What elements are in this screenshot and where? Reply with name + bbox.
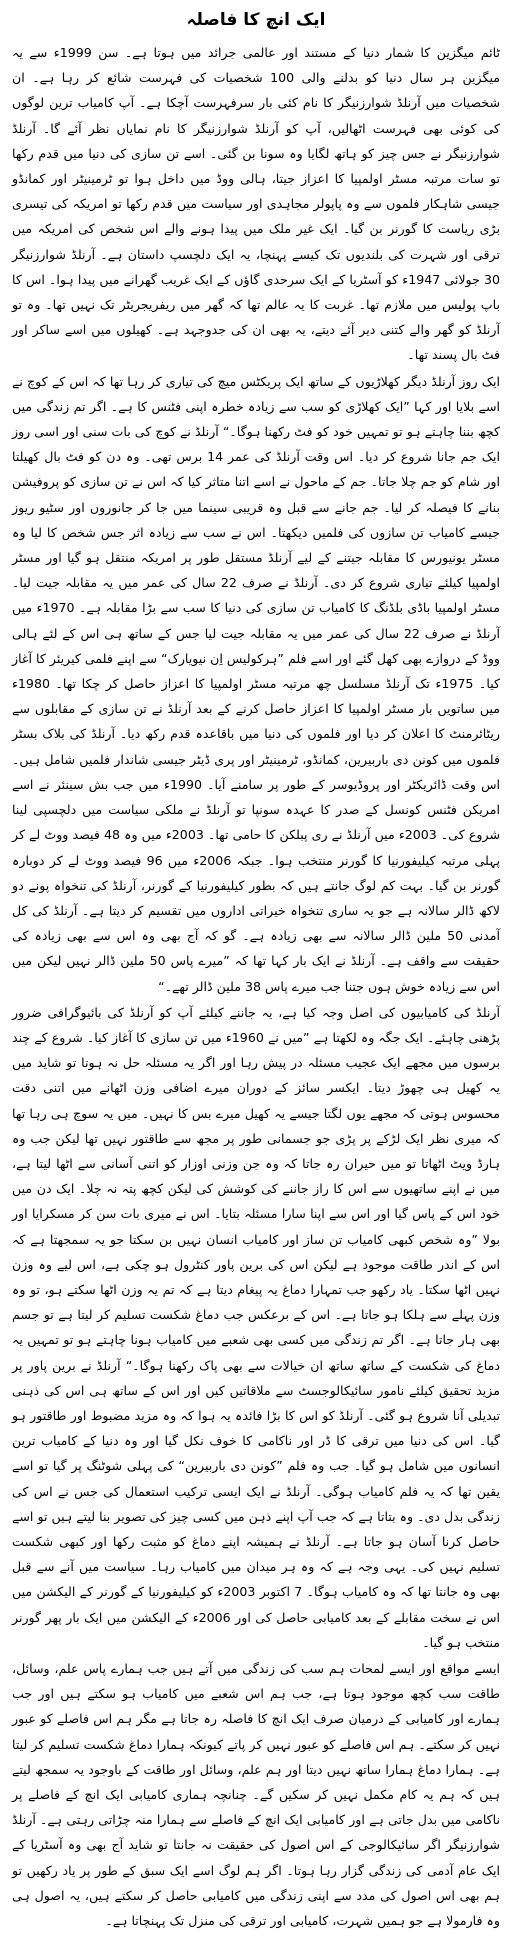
article-paragraph-4: ایسے مواقع اور ایسے لمحات ہم سب کی زندگی میں آتے ہیں جب ہمارے پاس علم، وسائل، طاقت سب کچھ موجود ہوتا ہے، جب ہم اس شعبے میں کامیاب ہو سکتے ہیں اور جب ہمارے اور کامیابی کے درمیان صرف ایک انچ کا فاصلہ رہ جاتا ہے مگر ہم اس فاصلے کو عبور نہیں کر سکتے۔ ہم اس فاصلے کو عبور نہیں کر پاتے کیونکہ ہمارا دماغ شکست تسلیم کر لیتا ہے۔ ہمارا دماغ ہمارا ساتھ نہیں دیتا اور ہم علم، وسائل اور طاقت کے باوجود یہ سمجھ لیتے ہیں کہ ہم یہ کام مکمل نہیں کر سکیں گے۔ چنانچہ ہماری کامیابی ایک انچ کے فاصلے پر ناکامی میں بدل جاتی ہے اور کامیابی ایک انچ کے فاصلے سے ہمارا منہ چڑاتی رہتی ہے۔ آرنلڈ شوارزنیگر اگر سائیکالوجی کے اس اصول کی حقیقت نہ جانتا تو شاید آج بھی وہ آسٹریا کے ایک عام آدمی کی زندگی گزار رہا ہوتا۔ اگر ہم لوگ اسے ایک سبق کے طور پر یاد رکھیں تو ہم بھی اس اصول کی مدد سے اپنی زندگی میں کامیابی حاصل کر سکتے ہیں، یہ اصول ہی وہ فارمولا ہے جو ہمیں شہرت، کامیابی اور ترقی کی منزل تک پہنچاتا ہے۔ [12,1661,500,1929]
article-paragraph-2: ایک روز آرنلڈ دیگر کھلاڑیوں کے ساتھ ایک پریکٹس میچ کی تیاری کر رہا تھا کہ اس کے کوچ نے اسے بلایا اور کہا ”ایک کھلاڑی کو سب سے زیادہ خطرہ اپنی فٹنس کا ہے۔ اگر تم زندگی میں کچھ بننا چاہتے ہو تو تمہیں خود کو فٹ رکھنا ہوگا۔“ آرنلڈ نے کوچ کی بات سنی اور اسی روز ایک جم جانا شروع کر دیا۔ اس وقت آرنلڈ کی عمر 14 برس تھی۔ وہ دن کو فٹ بال کھیلتا اور شام کو جم چلا جاتا۔ جم کے ماحول نے اسے اتنا متاثر کیا کہ اس نے تن سازی کو پروفیشن بنانے کا فیصلہ کر لیا۔ جم جانے سے قبل وہ قریبی سینما میں جا کر جانوروں اور سٹیو ریوز جیسے کامیاب تن سازوں کی فلمیں دیکھتا۔ اس نے سب سے زیادہ اثر جس شخص کا لیا وہ مسٹر یونیورس کا مقابلہ جیتنے کے لیے آرنلڈ مستقل طور پر امریکہ منتقل ہو گیا اور مسٹر اولمپیا کیلئے تیاری شروع کر دی۔ آرنلڈ نے صرف 22 سال کی عمر میں یہ مقابلہ جیت لیا۔ مسٹر اولمپیا باڈی بلڈنگ کا کامیاب تن سازی کی دنیا کا سب سے بڑا مقابلہ ہے۔ 1970ء میں آرنلڈ نے صرف 22 سال کی عمر میں یہ مقابلہ جیت لیا جس کے ساتھ ہی اس کے لئے ہالی ووڈ کے دروازے بھی کھل گئے اور اسے فلم ”ہرکولیس اِن نیویارک“ سے اپنے فلمی کیریئر کا آغاز کیا۔ 1975ء تک آرنلڈ مسلسل چھ مرتبہ مسٹر اولمپیا کا اعزاز حاصل کر چکا تھا۔ 1980ء میں ساتویں بار مسٹر اولمپیا کا اعزاز حاصل کرنے کے بعد آرنلڈ نے تن سازی کے مقابلوں سے ریٹائرمنٹ کا اعلان کر دیا اور فلموں کی دنیا میں باقاعدہ قدم رکھ دیا۔ آرنلڈ کی بلاک بسٹر فلموں میں کونن دی باربیرین، کمانڈو، ٹرمینیٹر اور پری ڈیٹر جیسی شاندار فلمیں شامل ہیں۔ اس وقت ڈائریکٹر اور پروڈیوسر کے طور پر سامنے آیا۔ 1990ء میں جب بش سینئر نے اسے امریکن فٹنس کونسل کے صدر کا عہدہ سونپا تو آرنلڈ نے ملکی سیاست میں دلچسپی لینا شروع کی۔ 2003ء میں آرنلڈ نے ری پبلکن کا حامی تھا۔ 2003ء میں وہ 48 فیصد ووٹ لے کر پہلی مرتبہ کیلیفورنیا کا گورنر منتخب ہوا۔ جبکہ 2006ء میں 96 فیصد ووٹ لے کر دوبارہ گورنر بن گیا۔ بہت کم لوگ جانتے ہیں کہ بطور کیلیفورنیا کے گورنر، آرنلڈ کی تنخواہ پونے دو لاکھ ڈالر سالانہ ہے جو یہ ساری تنخواہ خیراتی اداروں میں تقسیم کر دیتا ہے۔ آرنلڈ کی کل آمدنی 50 ملین ڈالر سالانہ سے بھی زیادہ ہے۔ گو کہ آج بھی وہ اس سے بھی زیادہ کی حقیقت سے واقف ہے۔ آرنلڈ نے ایک بار کہا تھا کہ ”میرے پاس 50 ملین ڈالر نہیں لیکن میں اس سے زیادہ خوش ہوں جتنا جب میرے پاس 38 ملین ڈالر تھے۔“ [12,373,501,994]
article-headline: ایک انچ کا فاصلہ [186,10,326,30]
article-paragraph-1: ٹائم میگزین کا شمار دنیا کے مستند اور عالمی جرائد میں ہوتا ہے۔ سن 1999ء سے یہ میگزین ہر سال دنیا کو بدلنے والی 100 شخصیات کی فہرست شائع کر رہا ہے۔ ان شخصیات میں آرنلڈ شوارزنیگر کا نام کئی بار سرفہرست آچکا ہے۔ آپ کامیاب ترین لوگوں کی کوئی بھی فہرست اٹھالیں، آپ کو آرنلڈ شوارزنیگر کا نام نمایاں نظر آئے گا۔ آرنلڈ شوارزنیگر نے جس چیز کو ہاتھ لگایا وہ سونا بن گئی۔ اسے تن سازی کی دنیا میں قدم رکھا تو سات مرتبہ مسٹر اولمپیا کا اعزاز جیتا، ہالی ووڈ میں داخل ہوا تو ٹرمینیٹر اور کمانڈو جیسی شاہکار فلموں سے وہ پاپولر مجاہدی اور سیاست میں قدم رکھا تو امریکہ کی تیسری بڑی ریاست کا گورنر بن گیا۔ ایک غیر ملک میں پیدا ہونے والے اس شخص کی امریکہ میں ترقی اور شہرت کی بلندیوں تک کیسے پہنچا، یہ ایک دلچسپ داستان ہے۔ آرنلڈ شوارزنیگر 30 جولائی 1947ء کو آسٹریا کے ایک سرحدی گاؤں کے ایک غریب گھرانے میں پیدا ہوا۔ اس کا باپ پولیس میں ملازم تھا۔ غربت کا یہ عالم تھا کہ گھر میں ریفریجریٹر تک نہیں تھا۔ وہ تو آرنلڈ کو گھر والے کتنی دیر آئے دیتے، یہ بھی ان کی جدوجہد ہے۔ کھیلوں میں اسے ساکر اور فٹ بال پسند تھا۔ [12,45,501,363]
article-paragraph-3: آرنلڈ کی کامیابیوں کی اصل وجہ کیا ہے، یہ جاننے کیلئے آپ کو آرنلڈ کی بائیوگرافی ضرور پڑھنی چاہئے۔ ایک جگہ وہ لکھتا ہے ”میں نے 1960ء میں تن سازی کا آغاز کیا۔ شروع کے چند برسوں میں مجھے ایک عجیب مسئلہ در پیش رہا اور اگر یہ مسئلہ حل نہ ہوتا تو شاید میں یہ کھیل ہی چھوڑ دیتا۔ ایکسر سائز کے دوران میرے اضافی وزن اٹھانے میں اتنی دقت محسوس ہوتی کہ مجھے یوں لگتا جیسے یہ کھیل میرے بس کا نہیں۔ میں یہ سوچ ہی رہا تھا کہ میری نظر ایک لڑکے پر پڑی جو جسمانی طور پر مجھ سے طاقتور نہیں تھا لیکن جب وہ ہارڈ ویٹ اٹھاتا تو میں حیران رہ جاتا کہ وہ جن وزنی اوزار کو اتنی آسانی سے اٹھا لیتا ہے، میں نے اپنے ساتھیوں سے اس کا راز جاننے کی کوشش کی لیکن کچھ پتہ نہ چلا۔ ایک دن میں خود اس کے پاس گیا اور اس سے اپنا سارا مسئلہ بتایا۔ اس نے میری بات سن کر مسکرایا اور بولا ”وہ شخص کبھی کامیاب تن ساز اور کامیاب انسان نہیں بن سکتا جو یہ سمجھتا ہے کہ اس کے اندر طاقت موجود ہے لیکن اس کی برین پاور کنٹرول ہو چکی ہے، اس لیے وہ وزن نہیں اٹھا سکتا۔ یاد رکھو جب تمہارا دماغ یہ پیغام دیتا ہے کہ تم یہ وزن اٹھا سکتے ہو، تو وہ وزن پہلے سے ہلکا ہو جاتا ہے۔ اس کے برعکس جب دماغ شکست تسلیم کر لیتا ہے تو جسم بھی ہار جاتا ہے۔ اگر تم زندگی میں کسی بھی شعبے میں کامیاب ہونا چاہتے ہو تو تمہیں یہ دماغ کی شکست کے ساتھ ساتھ ان خیالات سے بھی پاک رکھنا ہوگا۔“ آرنلڈ نے برین پاور پر مزید تحقیق کیلئے نامور سائیکالوجسٹ سے ملاقاتیں کیں اور اس کے ساتھ ہی اس کی ذہنی تبدیلی آنا شروع ہو گئی۔ آرنلڈ کو اس کا بڑا فائدہ یہ ہوا کہ وہ مزید مضبوط اور طاقتور ہو گیا۔ اس کی دنیا میں ترقی کا ڈر اور ناکامی کا خوف نکل گیا اور وہ دنیا کے کامیاب ترین انسانوں میں شامل ہو گیا۔ جب وہ فلم ”کونن دی باربیرین“ کی پہلی شوٹنگ پر گیا تو اسے یقین تھا کہ یہ فلم کامیاب ہوگی۔ آرنلڈ نے ایک ایسی ترکیب استعمال کی جس نے اس کی زندگی بدل دی۔ وہ بتاتا ہے کہ جب آپ اپنے ذہن میں کسی چیز کی تصویر بنا لیتے ہیں تو اسے حاصل کرنا آسان ہو جاتا ہے۔ آرنلڈ نے ہمیشہ اپنے دماغ کو مثبت رکھا اور کبھی شکست تسلیم نہیں کی۔ یہی وجہ ہے کہ وہ ہر میدان میں کامیاب رہا۔ سیاست میں آنے سے قبل بھی وہ جانتا تھا کہ وہ کامیاب ہوگا۔ 7 اکتوبر 2003ء کو کیلیفورنیا کے گورنر کے الیکشن میں اس نے سخت مقابلے کے بعد کامیابی حاصل کی اور 2006ء کے الیکشن میں ایک بار پھر گورنر منتخب ہو گیا۔ [12,1004,500,1650]
